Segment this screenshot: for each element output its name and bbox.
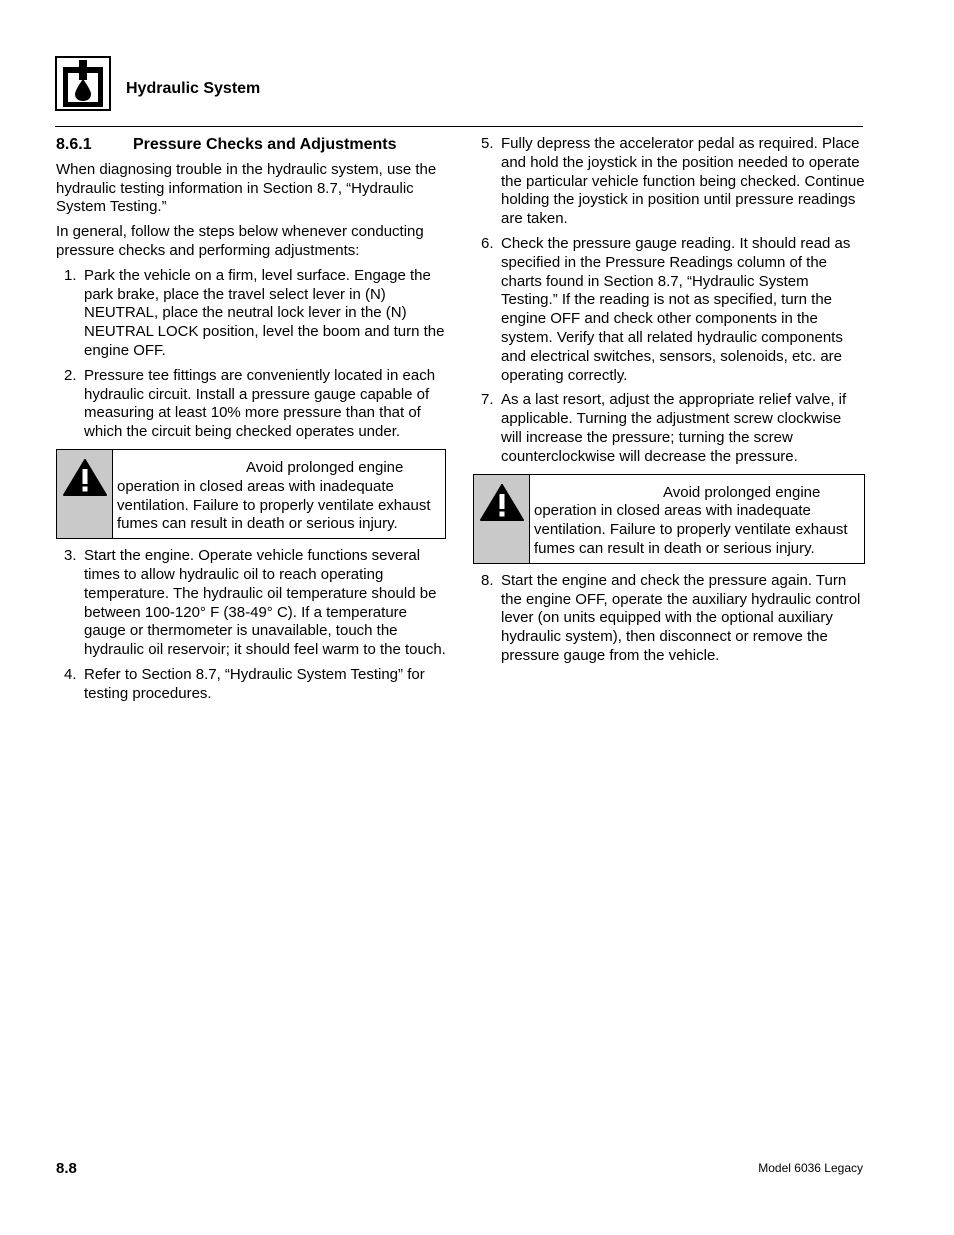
step-text: As a last resort, adjust the appropriate relief valve, if applicable. Turning the adjustment screw clockwise will increase the pressure; turning the screw counterclockwise will decrease the pressure. (501, 391, 847, 465)
header-divider (55, 126, 863, 127)
step-number: 5. (481, 135, 494, 152)
section-number: 8.6.1 (56, 136, 92, 153)
intro-paragraph-1: When diagnosing trouble in the hydraulic system, use the hydraulic testing information in Section 8.7, “Hydraulic System Testing.” (56, 160, 437, 216)
step-text: Refer to Section 8.7, “Hydraulic System Testing” for testing procedures. (84, 665, 425, 702)
step-5 (473, 135, 865, 229)
header-title: Hydraulic System (126, 80, 261, 97)
step-text: Start the engine and check the pressure again. Turn the engine OFF, operate the auxiliary hydraulic control lever (on units equipped with the optional auxiliary hydraulic system), then disconnect or remove the pressure gauge from the vehicle. (501, 571, 861, 664)
step-4 (56, 666, 446, 704)
model-label: Model 6036 Legacy (758, 1161, 863, 1175)
warning-box (56, 449, 446, 539)
step-number: 8. (481, 571, 494, 589)
step-text: Check the pressure gauge reading. It should read as specified in the Pressure Readings column of the charts found in Section 8.7, “Hydraulic System Testing.” If the reading is not as specified, turn the engine OFF and check other components in the system. Verify that all related hydraulic components and electrical switches, sensors, solenoids, etc. are operating correctly. (501, 234, 851, 384)
warning-text (113, 450, 445, 538)
warning-exclamation-icon (63, 459, 107, 497)
warning-lead: Avoid prolonged engine (246, 458, 404, 476)
step-text: Fully depress the accelerator pedal as required. Place and hold the joystick in the position needed to operate the particular vehicle function being checked. Continue holding the joystick in position until pressure readings are taken. (501, 135, 865, 228)
warning-body: operation in closed areas with inadequate ventilation. Failure to properly ventilate exhaust fumes can result in death or serious injury. (534, 502, 848, 557)
step-2 (56, 367, 446, 442)
section-heading (56, 136, 446, 155)
step-number: 3. (64, 547, 77, 565)
hydraulic-fluid-icon (57, 58, 109, 109)
step-1 (56, 267, 446, 361)
warning-icon-panel (474, 475, 530, 563)
hydraulic-system-logo (55, 56, 111, 111)
warning-box (473, 474, 865, 564)
step-8 (473, 572, 865, 666)
step-text: Pressure tee fittings are conveniently located in each hydraulic circuit. Install a pressure gauge capable of measuring at least 10% more pressure than that of which the circuit being checked operates under. (84, 366, 436, 441)
warning-body: operation in closed areas with inadequate ventilation. Failure to properly ventilate exhaust fumes can result in death or serious injury. (117, 477, 431, 533)
step-number: 4. (64, 665, 77, 683)
step-number: 2. (64, 366, 77, 384)
intro-paragraph-2: In general, follow the steps below whenever conducting pressure checks and performing adjustments: (56, 223, 424, 259)
right-column (473, 135, 865, 672)
warning-exclamation-icon (480, 484, 524, 522)
left-column (56, 135, 446, 710)
step-number: 7. (481, 391, 494, 409)
page-number: 8.8 (56, 1160, 77, 1177)
step-number: 6. (481, 234, 494, 252)
section-title: Pressure Checks and Adjustments (133, 136, 397, 153)
warning-icon-panel (57, 450, 113, 538)
warning-text (530, 475, 864, 563)
step-text: Park the vehicle on a firm, level surface. Engage the park brake, place the travel select lever in (N) NEUTRAL, place the neutral lock lever in the (N) NEUTRAL LOCK position, level the boom and turn the engine OFF. (84, 266, 445, 359)
step-number: 1. (64, 266, 77, 284)
warning-lead: Avoid prolonged engine (663, 483, 821, 501)
step-3 (56, 547, 446, 660)
step-6 (473, 235, 865, 385)
step-7 (473, 391, 865, 466)
step-text: Start the engine. Operate vehicle functions several times to allow hydraulic oil to reach operating temperature. The hydraulic oil temperature should be between 100-120° F (38-49° C). If a temperature gauge or thermometer is unavailable, touch the hydraulic oil reservoir; it should feel warm to the touch. (84, 547, 446, 659)
